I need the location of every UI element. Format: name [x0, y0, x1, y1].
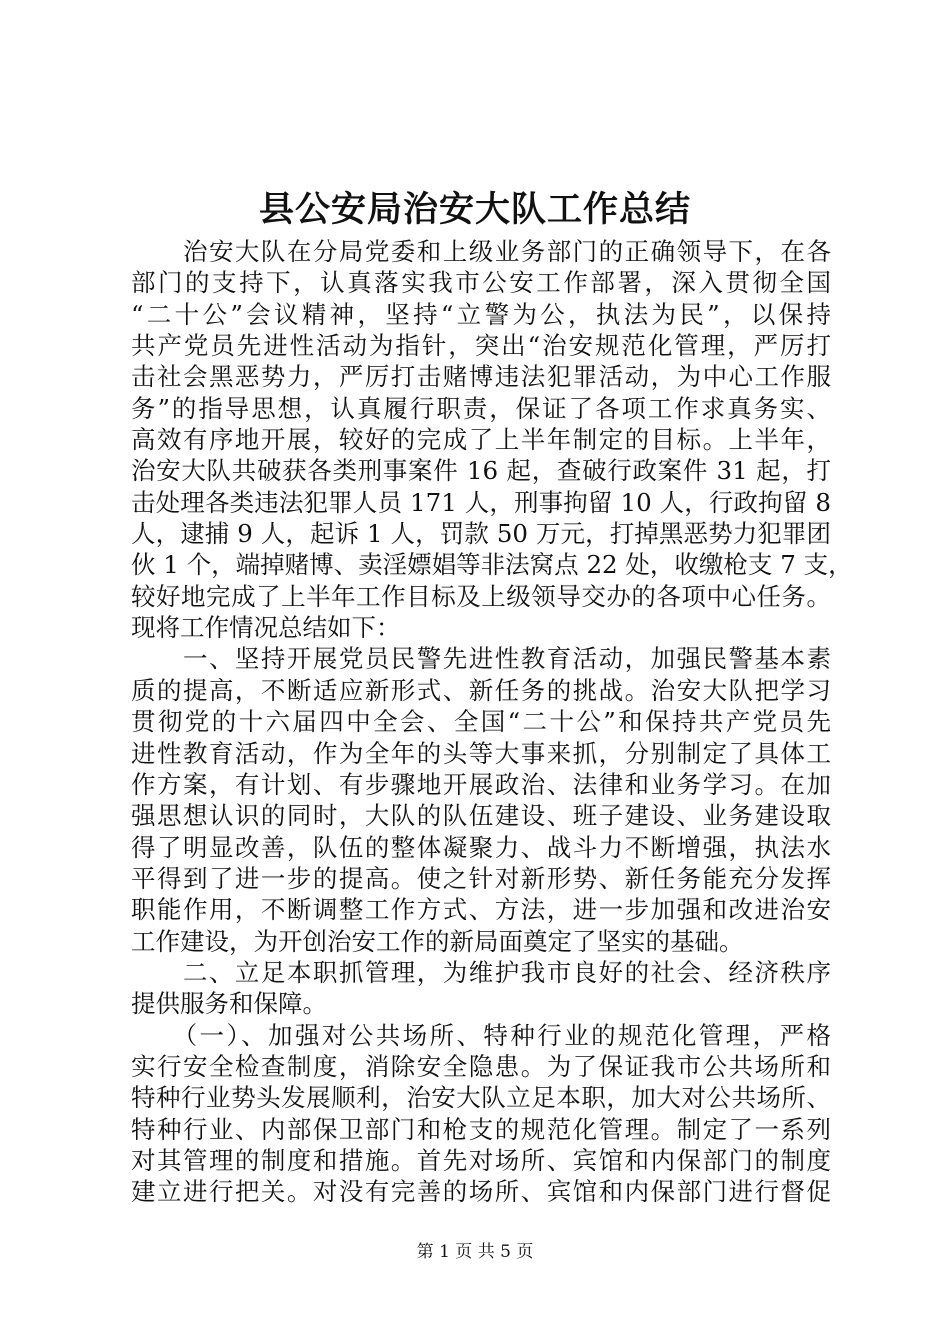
text-line: 共产党员先进性活动为指针，突出“治安规范化管理，严厉打 [131, 331, 831, 361]
document-body [131, 236, 853, 1208]
text-line: “二十公”会议精神，坚持“立警为公，执法为民”，以保持 [131, 299, 831, 329]
text-line: 工作建设，为开创治安工作的新局面奠定了坚实的基础。 [131, 926, 744, 956]
text-line: 实行安全检查制度，消除安全隐患。为了保证我市公共场所和 [131, 1051, 831, 1081]
text-line: 较好地完成了上半年工作目标及上级领导交办的各项中心任务。 [131, 581, 831, 611]
text-line: 现将工作情况总结如下： [131, 613, 401, 643]
text-line: 质的提高，不断适应新形式、新任务的挑战。治安大队把学习 [131, 675, 831, 705]
text-line: 人，逮捕 9 人，起诉 1 人，罚款 50 万元，打掉黑恶势力犯罪团 [131, 519, 831, 549]
text-line: 强思想认识的同时，大队的队伍建设、班子建设、业务建设取 [131, 801, 831, 831]
text-line: 伙 1 个，端掉赌博、卖淫嫖娼等非法窝点 22 处，收缴枪支 7 支， [131, 550, 853, 580]
text-line: 治安大队共破获各类刑事案件 16 起，查破行政案件 31 起，打 [131, 456, 831, 486]
document-title: 县公安局治安大队工作总结 [258, 189, 691, 230]
page-footer: 第 1 页 共 5 页 [416, 1242, 534, 1262]
text-line: 作方案，有计划、有步骤地开展政治、法律和业务学习。在加 [131, 769, 831, 799]
text-line: 得了明显改善，队伍的整体凝聚力、战斗力不断增强，执法水 [131, 832, 831, 862]
text-line: 治安大队在分局党委和上级业务部门的正确领导下，在各 [131, 237, 831, 266]
text-line: 击社会黑恶势力，严厉打击赌博违法犯罪活动，为中心工作服 [131, 362, 831, 392]
text-line: 进性教育活动，作为全年的头等大事来抓，分别制定了具体工 [131, 738, 831, 768]
text-line: 职能作用，不断调整工作方式、方法，进一步加强和改进治安 [131, 895, 831, 925]
text-line: 一、坚持开展党员民警先进性教育活动，加强民警基本素 [131, 644, 831, 674]
text-line: 特种行业势头发展顺利，治安大队立足本职，加大对公共场所、 [131, 1083, 831, 1113]
text-line: 平得到了进一步的提高。使之针对新形势、新任务能充分发挥 [131, 863, 831, 893]
text-line: 高效有序地开展，较好的完成了上半年制定的目标。上半年， [131, 425, 831, 455]
text-line: 建立进行把关。对没有完善的场所、宾馆和内保部门进行督促 [131, 1177, 831, 1207]
text-line: 特种行业、内部保卫部门和枪支的规范化管理。制定了一系列 [131, 1114, 831, 1144]
text-line: 提供服务和保障。 [131, 989, 327, 1019]
text-line: 击处理各类违法犯罪人员 171 人，刑事拘留 10 人，行政拘留 8 [131, 487, 831, 517]
text-line: 二、立足本职抓管理，为维护我市良好的社会、经济秩序 [131, 957, 831, 987]
text-line: 务”的指导思想，认真履行职责，保证了各项工作求真务实、 [131, 393, 831, 423]
text-line: 对其管理的制度和措施。首先对场所、宾馆和内保部门的制度 [131, 1145, 831, 1175]
text-line: （一）、加强对公共场所、特种行业的规范化管理，严格 [131, 1020, 831, 1050]
text-line: 部门的支持下，认真落实我市公安工作部署，深入贯彻全国 [131, 268, 831, 298]
text-line: 贯彻党的十六届四中全会、全国“二十公”和保持共产党员先 [131, 707, 831, 737]
